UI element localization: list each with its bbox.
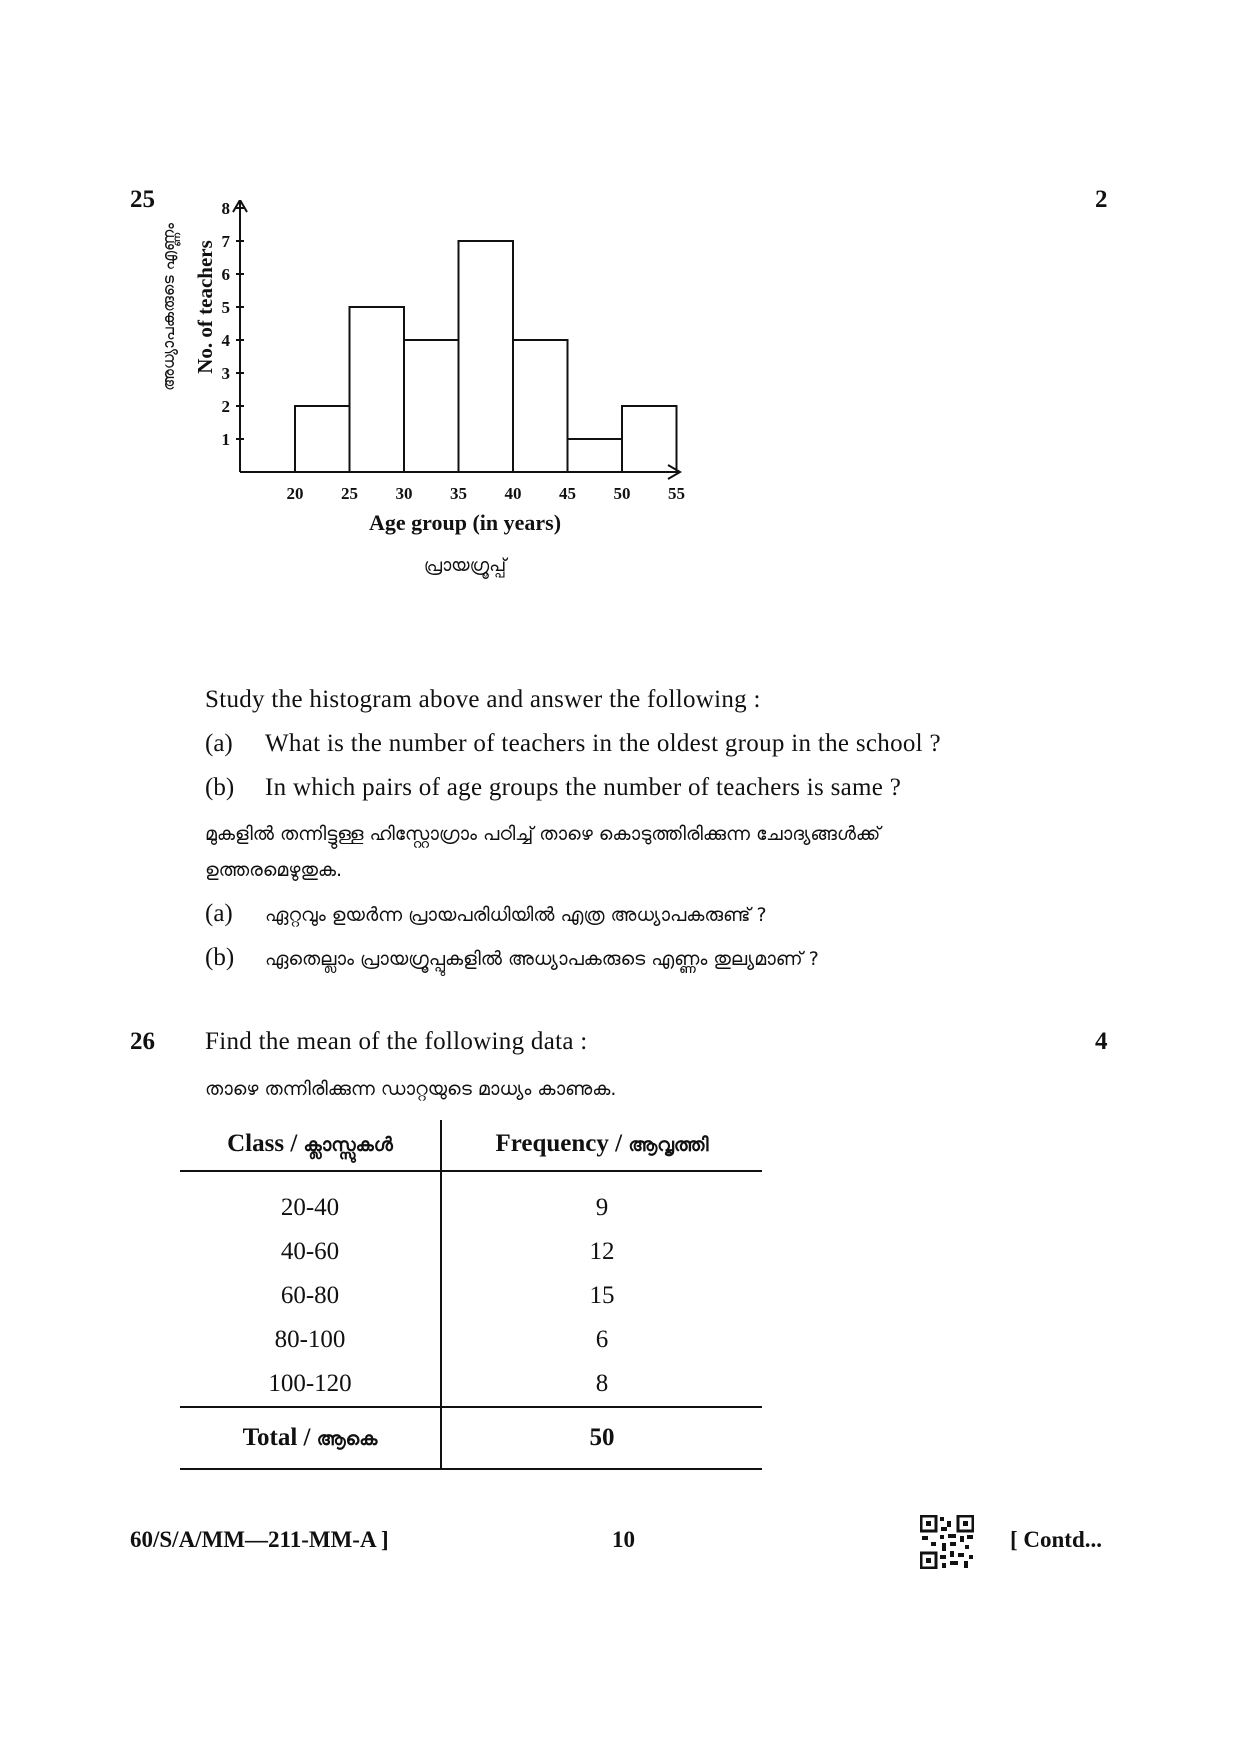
total-label-ml: ആകെ [316, 1428, 378, 1450]
histogram-bar-45-50 [568, 439, 623, 472]
y-axis-label: No. of teachers [193, 240, 217, 374]
class-cell: 60-80 [180, 1274, 441, 1318]
histogram-bar-40-45 [513, 340, 568, 472]
q25-ml-part-a-label: (a) [205, 900, 233, 927]
x-tick-label: 30 [395, 484, 413, 503]
y-tick-label: 1 [221, 430, 230, 449]
header-freq-en: Frequency [495, 1130, 609, 1157]
q26-ml-text: താഴെ തന്നിരിക്കുന്ന ഡാറ്റയുടെ മാധ്യം കാണുക. [205, 1078, 617, 1100]
y-tick-label: 6 [221, 265, 230, 284]
x-tick-label: 40 [504, 484, 522, 503]
header-frequency: Frequency / ആവൃത്തി [441, 1120, 762, 1171]
y-tick-label: 4 [221, 331, 230, 350]
q26-marks: 4 [1095, 1028, 1108, 1055]
total-value-cell: 50 [441, 1407, 762, 1469]
total-label-en: Total [242, 1424, 298, 1451]
x-tick-label: 35 [450, 484, 467, 503]
class-cell: 20-40 [180, 1171, 441, 1230]
histogram-chart [140, 200, 820, 600]
q25-intro: Study the histogram above and answer the following : [205, 686, 761, 713]
total-label-cell: Total / ആകെ [180, 1407, 441, 1469]
x-axis-label-ml: പ്രായഗ്രൂപ്പ് [423, 555, 507, 576]
histogram-bar-35-40 [459, 241, 514, 472]
table-total-row [180, 1407, 762, 1469]
x-tick-label: 45 [559, 484, 576, 503]
histogram-bar-30-35 [404, 340, 459, 472]
freq-cell: 15 [589, 1282, 615, 1309]
contd-label: [ Contd... [1010, 1527, 1103, 1552]
x-tick-label: 50 [613, 484, 631, 503]
table-row [180, 1171, 762, 1230]
q25-number: 25 [130, 186, 155, 213]
q26-text: Find the mean of the following data : [205, 1028, 588, 1055]
x-tick-label: 25 [341, 484, 358, 503]
y-axis-label-ml: അധ്യാപകരുടെ എണ്ണം [159, 223, 178, 391]
y-tick-label: 8 [221, 200, 230, 218]
histogram-bar-25-30 [350, 307, 405, 472]
q25-ml-part-b-label: (b) [205, 944, 235, 971]
q25-part-b-label: (b) [205, 774, 235, 801]
q25-ml-intro-line2: ഉത്തരമെഴുതുക. [205, 859, 343, 881]
freq-cell: 12 [589, 1238, 615, 1265]
header-class: Class / ക്ലാസ്സുകൾ [180, 1120, 441, 1171]
y-tick-label: 7 [221, 232, 230, 251]
x-tick-label: 20 [286, 484, 304, 503]
paper-code: 60/S/A/MM—211-MM-A ] [130, 1527, 389, 1552]
q25-ml-part-a-text: ഏറ്റവും ഉയർന്ന പ്രായപരിധിയിൽ എത്ര അധ്യാപകരുണ്ട് ? [265, 904, 767, 926]
y-tick-label: 3 [221, 364, 230, 383]
q25-part-a-label: (a) [205, 730, 233, 757]
q25-part-b-text: In which pairs of age groups the number of teachers is same ? [265, 774, 902, 801]
q25-ml-intro-line1: മുകളിൽ തന്നിട്ടുള്ള ഹിസ്റ്റോഗ്രാം പഠിച്ച് താഴെ കൊടുത്തിരിക്കുന്ന ചോദ്യങ്ങൾക്ക് [205, 823, 881, 845]
q26-number: 26 [130, 1028, 155, 1055]
histogram-bar-50-55 [622, 406, 677, 472]
table-row [180, 1318, 762, 1362]
table-row [180, 1362, 762, 1407]
freq-cell: 6 [595, 1326, 609, 1353]
q25-marks: 2 [1095, 186, 1108, 213]
x-axis-label: Age group (in years) [368, 510, 562, 535]
freq-cell: 8 [595, 1370, 609, 1397]
class-cell: 40-60 [180, 1230, 441, 1274]
header-class-ml: ക്ലാസ്സുകൾ [303, 1134, 393, 1156]
class-cell: 100-120 [180, 1362, 441, 1407]
table-row [180, 1230, 762, 1274]
y-tick-label: 2 [221, 397, 230, 416]
table-row [180, 1274, 762, 1318]
freq-cell: 9 [595, 1194, 609, 1221]
qr-code-icon [920, 1515, 974, 1569]
x-tick-label: 55 [668, 484, 685, 503]
y-tick-label: 5 [221, 298, 230, 317]
histogram-bar-20-25 [295, 406, 350, 472]
page-number: 10 [612, 1527, 635, 1552]
q25-ml-part-b-text: ഏതെല്ലാം പ്രായഗ്രൂപ്പുകളിൽ അധ്യാപകരുടെ എണ്ണം തുല്യമാണ് ? [265, 948, 819, 970]
q25-part-a-text: What is the number of teachers in the oldest group in the school ? [265, 730, 941, 757]
header-freq-ml: ആവൃത്തി [628, 1134, 709, 1156]
frequency-table [180, 1120, 762, 1470]
class-cell: 80-100 [180, 1318, 441, 1362]
header-class-en: Class [227, 1130, 285, 1157]
table-header-row [180, 1120, 762, 1171]
